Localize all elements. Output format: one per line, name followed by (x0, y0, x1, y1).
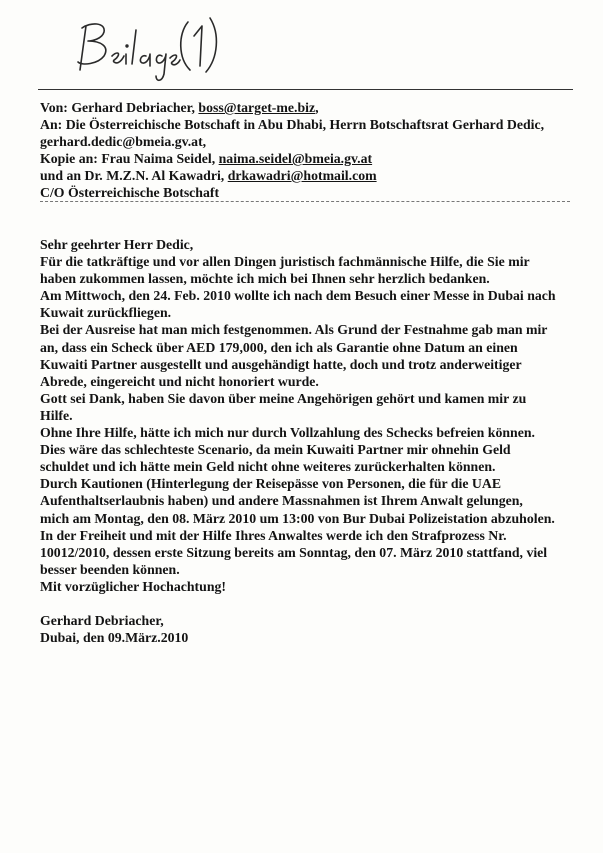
cc-email-link[interactable]: naima.seidel@bmeia.gv.at (218, 151, 373, 166)
to-line (40, 116, 580, 133)
body-line: Am Mittwoch, den 24. Feb. 2010 wollte ich nach dem Besuch einer Messe in Dubai nach (40, 288, 556, 304)
to-email: gerhard.dedic@bmeia.gv.at, (40, 134, 207, 149)
cc-label: Kopie an: (40, 151, 98, 166)
cc-name: Frau Naima Seidel, (101, 151, 216, 166)
body-line: 10012/2010, dessen erste Sitzung bereits am Sonntag, den 07. März 2010 stattfand, viel (40, 544, 548, 560)
to-label: An: (40, 117, 63, 132)
body-line: Abrede, eingereicht und nicht honoriert wurde. (40, 373, 319, 389)
care-of-divider (40, 201, 570, 202)
body-line: Kuwaiti Partner ausgestellt und ausgehändigt hatte, doch und trotz anderweitiger (40, 356, 522, 372)
body-line: Ohne Ihre Hilfe, hätte ich mich nur durch Vollzahlung des Schecks befreien können. (40, 425, 535, 441)
letter-header (40, 99, 580, 201)
signature-place-date: Dubai, den 09.März.2010 (40, 630, 189, 645)
care-of-line (40, 184, 580, 201)
body-line: In der Freiheit und mit der Hilfe Ihres Anwaltes werde ich den Strafprozess Nr. (40, 527, 507, 543)
letter-body (40, 236, 585, 595)
care-of-text: C/O Österreichische Botschaft (40, 185, 220, 200)
body-line: Aufenthaltserlaubnis haben) und andere Massnahmen ist Ihrem Anwalt gelungen, (40, 493, 523, 509)
signature-block (40, 612, 188, 646)
cc2-line (40, 167, 580, 184)
from-suffix: , (315, 100, 319, 115)
to-recipient: Die Österreichische Botschaft in Abu Dhabi, Herrn Botschaftsrat Gerhard Dedic, (65, 117, 545, 132)
body-line: Bei der Ausreise hat man mich festgenommen. Als Grund der Festnahme gab man mir (40, 322, 548, 338)
body-line: Für die tatkräftige und vor allen Dingen juristisch fachmännische Hilfe, die Sie mir (40, 254, 530, 270)
body-line: Gott sei Dank, haben Sie davon über meine Angehörigen gehört und kamen mir zu (40, 390, 527, 406)
body-line: Durch Kautionen (Hinterlegung der Reisepässe von Personen, die für die UAE (40, 476, 502, 492)
body-line: mich am Montag, den 08. März 2010 um 13:00 von Bur Dubai Polizeistation abzuholen. (40, 510, 555, 526)
body-line: haben zukommen lassen, möchte ich mich bei Ihnen sehr herzlich bedanken. (40, 271, 490, 287)
body-line: Dies wäre das schlechteste Scenario, da mein Kuwaiti Partner mir ohnehin Geld (40, 442, 511, 458)
header-divider (38, 89, 573, 90)
from-line (40, 99, 580, 116)
cc-line (40, 150, 580, 167)
cc2-prefix: und an Dr. M.Z.N. Al Kawadri, (40, 168, 225, 183)
body-line: besser beenden können. (40, 561, 180, 577)
handwritten-annotation (60, 8, 220, 88)
from-name: Gerhard Debriacher, (71, 100, 195, 115)
body-line: schuldet und ich hätte mein Geld nicht ohne weiteres zurückerhalten können. (40, 459, 496, 475)
from-email-link[interactable]: boss@target-me.biz (198, 100, 316, 115)
body-line: Kuwait zurückfliegen. (40, 305, 172, 321)
from-label: Von: (40, 100, 68, 115)
body-line: Mit vorzüglicher Hochachtung! (40, 578, 226, 594)
cc2-email-link[interactable]: drkawadri@hotmail.com (227, 168, 377, 183)
body-line: Sehr geehrter Herr Dedic, (40, 237, 194, 252)
signature-name: Gerhard Debriacher, (40, 613, 164, 628)
body-line: Hilfe. (40, 407, 73, 423)
body-line: an, dass ein Scheck über AED 179,000, den ich als Garantie ohne Datum an einen (40, 339, 518, 355)
